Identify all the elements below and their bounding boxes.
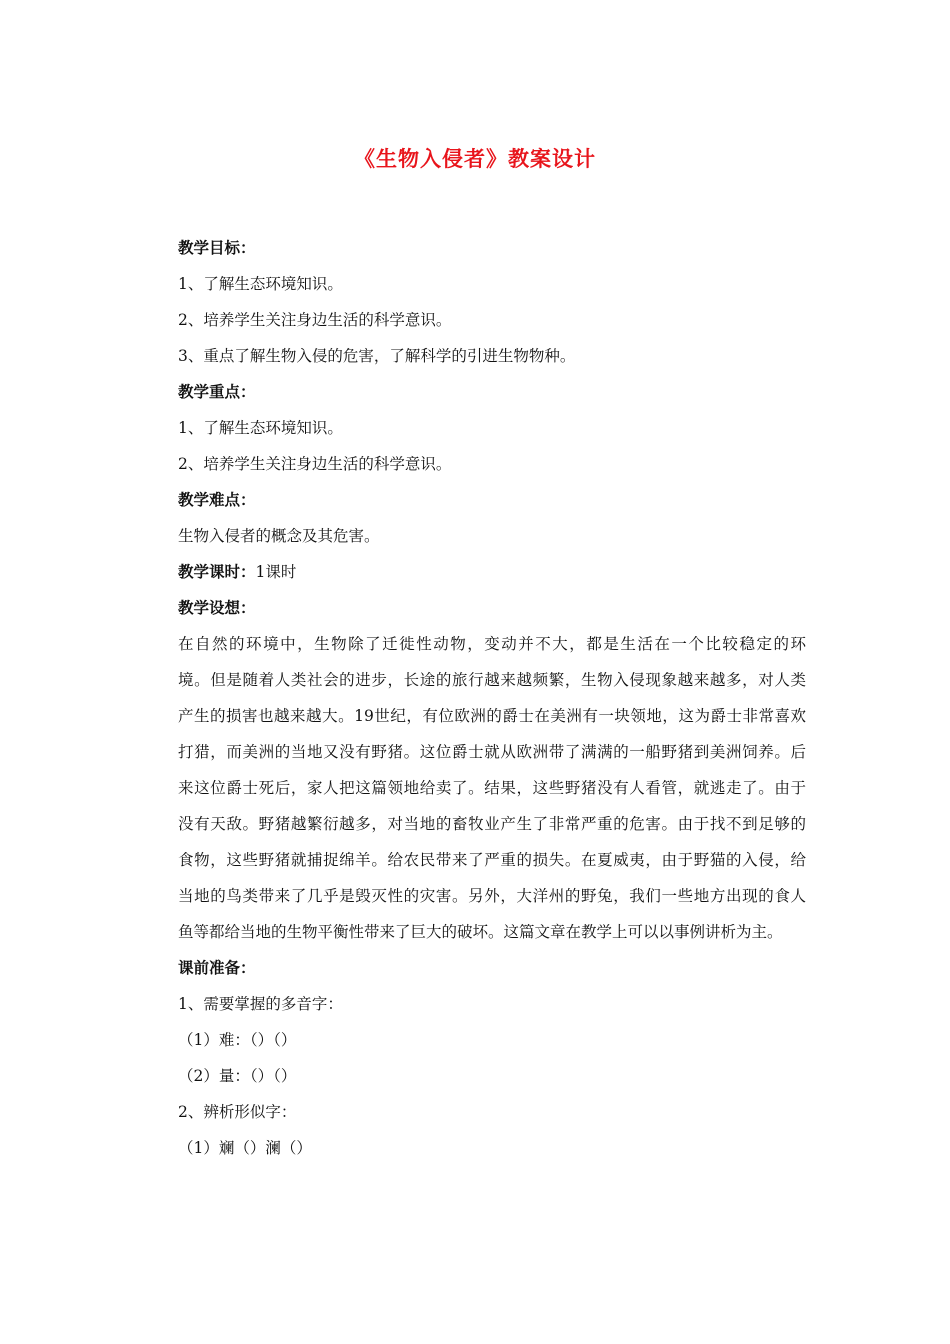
concept-line: 打猎，而美洲的当地又没有野猪。这位爵士就从欧洲带了满满的一船野猪到美洲饲养。后 (178, 743, 806, 761)
prep-item: （1）难：（）（） (178, 1031, 297, 1049)
concept-line: 没有天敌。野猪越繁衍越多，对当地的畜牧业产生了非常严重的危害。由于找不到足够的 (178, 815, 806, 833)
prep-heading: 课前准备： (178, 958, 256, 977)
key-points-heading: 教学重点： (178, 382, 256, 401)
hours-value: 1课时 (255, 563, 297, 581)
difficulties-heading: 教学难点： (178, 490, 256, 509)
concept-line: 产生的损害也越来越大。19世纪，有位欧洲的爵士在美洲有一块领地，这为爵士非常喜欢 (178, 707, 806, 725)
concept-line: 食物，这些野猪就捕捉绵羊。给农民带来了严重的损失。在夏威夷，由于野猫的入侵，给 (178, 851, 806, 869)
goals-heading: 教学目标： (178, 238, 256, 257)
concept-line: 鱼等都给当地的生物平衡性带来了巨大的破坏。这篇文章在教学上可以以事例讲析为主。 (178, 923, 783, 941)
key-point-item: 1、了解生态环境知识。 (178, 419, 343, 437)
goal-item: 2、培养学生关注身边生活的科学意识。 (178, 311, 452, 329)
concept-line: 来这位爵士死后，家人把这篇领地给卖了。结果，这些野猪没有人看管，就逃走了。由于 (178, 779, 806, 797)
concept-line: 在自然的环境中，生物除了迁徙性动物，变动并不大，都是生活在一个比较稳定的环 (178, 635, 806, 653)
document-body (178, 230, 806, 1166)
prep-item: （2）量：（）（） (178, 1067, 297, 1085)
hours-line (178, 554, 806, 590)
hours-label: 教学课时： (178, 562, 256, 581)
concept-heading: 教学设想： (178, 598, 256, 617)
goal-item: 3、重点了解生物入侵的危害，了解科学的引进生物物种。 (178, 347, 576, 365)
prep-item: （1）斓（）澜（） (178, 1139, 312, 1157)
concept-paragraph (178, 626, 806, 950)
prep-item: 2、辨析形似字： (178, 1103, 297, 1121)
key-point-item: 2、培养学生关注身边生活的科学意识。 (178, 455, 452, 473)
goal-item: 1、了解生态环境知识。 (178, 275, 343, 293)
prep-item: 1、需要掌握的多音字： (178, 995, 343, 1013)
difficulty-item: 生物入侵者的概念及其危害。 (178, 527, 380, 545)
concept-line: 境。但是随着人类社会的进步，长途的旅行越来越频繁，生物入侵现象越来越多，对人类 (178, 671, 806, 689)
concept-line: 当地的鸟类带来了几乎是毁灭性的灾害。另外，大洋州的野兔，我们一些地方出现的食人 (178, 887, 806, 905)
document-title: 《生物入侵者》教案设计 (354, 146, 596, 171)
